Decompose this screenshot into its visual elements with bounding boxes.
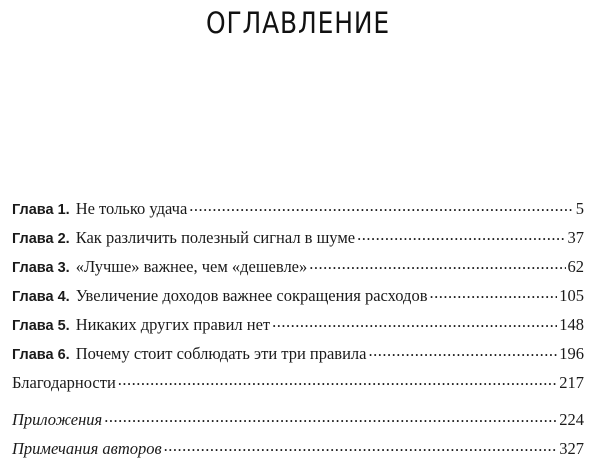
dot-leader (430, 284, 558, 301)
toc-entry-chapter-4[interactable] (12, 284, 584, 313)
dot-leader (272, 313, 557, 330)
dot-leader (357, 226, 565, 243)
page-number: 5 (575, 198, 584, 218)
entry-title: Увеличение доходов важнее сокращения расходов (75, 285, 428, 305)
entry-title: Почему стоит соблюдать эти три правила (75, 343, 367, 363)
dot-leader (164, 437, 558, 454)
chapter-number: Глава 6. (12, 346, 70, 363)
page-number: 196 (559, 343, 584, 363)
toc-entry-chapter-1[interactable] (12, 197, 584, 226)
page-title: ОГЛАВЛЕНИЕ (205, 6, 391, 40)
entry-title: Благодарности (12, 372, 116, 392)
dot-leader (309, 255, 565, 272)
table-of-contents (12, 197, 584, 466)
page-number: 327 (559, 438, 584, 458)
toc-entry-chapter-3[interactable] (12, 255, 584, 284)
page-number: 217 (559, 372, 584, 392)
toc-entry-chapter-6[interactable] (12, 342, 584, 371)
page-number: 148 (559, 314, 584, 334)
toc-entry-chapter-5[interactable] (12, 313, 584, 342)
dot-leader (368, 342, 557, 359)
chapter-number: Глава 3. (12, 259, 70, 276)
entry-title: Как различить полезный сигнал в шуме (75, 227, 356, 247)
toc-entry-appendices[interactable] (12, 408, 584, 437)
chapter-number: Глава 2. (12, 230, 70, 247)
entry-title: Примечания авторов (12, 438, 162, 458)
toc-entry-chapter-2[interactable] (12, 226, 584, 255)
page-number: 224 (559, 409, 584, 429)
page-number: 37 (567, 227, 584, 247)
entry-title: «Лучше» важнее, чем «дешевле» (75, 256, 308, 276)
entry-title: Не только удача (75, 198, 188, 218)
chapter-number: Глава 1. (12, 201, 70, 218)
entry-title: Никаких других правил нет (75, 314, 271, 334)
toc-entry-author-notes[interactable] (12, 437, 584, 466)
entry-title: Приложения (12, 409, 103, 429)
chapter-number: Глава 4. (12, 288, 70, 305)
dot-leader (189, 197, 573, 214)
dot-leader (104, 408, 557, 425)
chapter-number: Глава 5. (12, 317, 70, 334)
page-number: 105 (559, 285, 584, 305)
page-number: 62 (567, 256, 584, 276)
toc-entry-acknowledgements[interactable] (12, 371, 584, 400)
dot-leader (118, 371, 557, 388)
